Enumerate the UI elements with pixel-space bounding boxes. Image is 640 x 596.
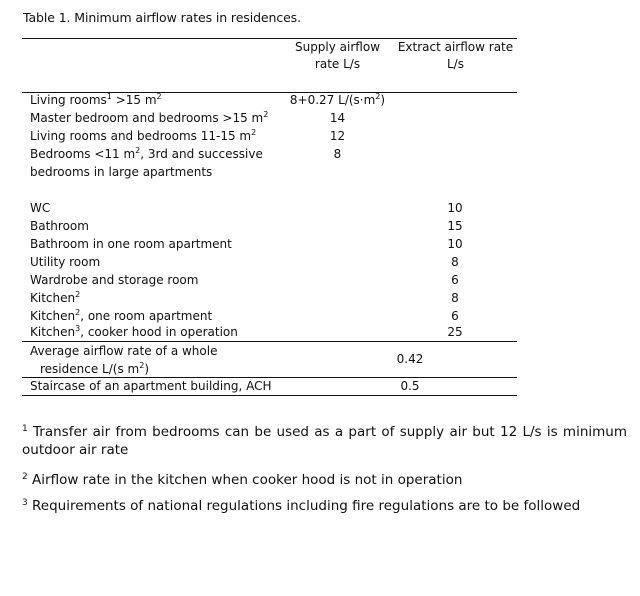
footnote-3: $^3$ Requirements of national regulations including fire regulations are to be followed [22, 498, 581, 514]
average-label: Average airflow rate of a whole residence L/(s $m^2$) [30, 344, 218, 376]
header-extract [393, 39, 518, 73]
table-bottom-rule [22, 395, 517, 396]
extract-row-bathroom-one-room: Bathroom in one room apartment [30, 237, 232, 251]
supply-value-bedrooms-small: 8 [333, 147, 342, 161]
extract-value-kitchen-one-room: 6 [451, 309, 459, 323]
extract-row-utility-room: Utility room [30, 255, 101, 269]
header-supply-line1: Supply airflow [294, 40, 381, 54]
footnote-1: $^1$ Transfer air from bedrooms can be used as a part of supply air but 12 L/s is minimum outdoor air rate [22, 424, 627, 458]
extract-row-kitchen: Kitchen$^2$ [30, 290, 81, 305]
extract-row-kitchen-cooker-hood: Kitchen$^3$, cooker hood in operation [30, 324, 238, 339]
extract-value-wc: 10 [447, 201, 463, 215]
supply-row-living-bedrooms-11-15: Living rooms and bedrooms 11-15 $m^2$ [30, 128, 257, 143]
staircase-label: Staircase of an apartment building, ACH [30, 379, 272, 393]
extract-value-utility-room: 8 [451, 255, 459, 269]
extract-value-kitchen-cooker-hood: 25 [447, 325, 463, 339]
extract-value-wardrobe: 6 [451, 273, 459, 287]
header-supply [285, 39, 390, 73]
footnote-2: $^2$ Airflow rate in the kitchen when cooker hood is not in operation [22, 472, 463, 488]
supply-row-bedrooms-small: Bedrooms <11 $m^2$, 3rd and successive [30, 146, 263, 161]
average-value: 0.42 [396, 352, 424, 366]
header-extract-line1: Extract airflow rate [397, 40, 514, 54]
header-supply-line2: rate L/s [314, 57, 361, 71]
extract-value-kitchen: 8 [451, 291, 459, 305]
supply-value-living-bedrooms-11-15: 12 [329, 129, 346, 143]
extract-value-bathroom-one-room: 10 [447, 237, 463, 251]
extract-row-kitchen-one-room: Kitchen$^2$, one room apartment [30, 308, 213, 323]
staircase-value: 0.5 [400, 379, 420, 393]
supply-value-master-bedroom: 14 [329, 111, 346, 125]
supply-row-bedrooms-continued: bedrooms in large apartments [30, 165, 213, 179]
extract-row-wardrobe: Wardrobe and storage room [30, 273, 199, 287]
supply-row-master-bedroom: Master bedroom and bedrooms >15 $m^2$ [30, 110, 269, 125]
supply-value-living-rooms: 8+0.27 $L/(s\cdot m^2)$ [289, 92, 386, 107]
table-caption: Table 1. Minimum airflow rates in residences. [23, 10, 301, 25]
extract-row-bathroom: Bathroom [30, 219, 89, 233]
supply-row-living-rooms: Living rooms$^1$ >15 $m^2$ [30, 92, 162, 107]
extract-value-bathroom: 15 [447, 219, 463, 233]
extract-row-wc: WC [30, 201, 51, 215]
header-extract-line2: L/s [447, 57, 464, 71]
